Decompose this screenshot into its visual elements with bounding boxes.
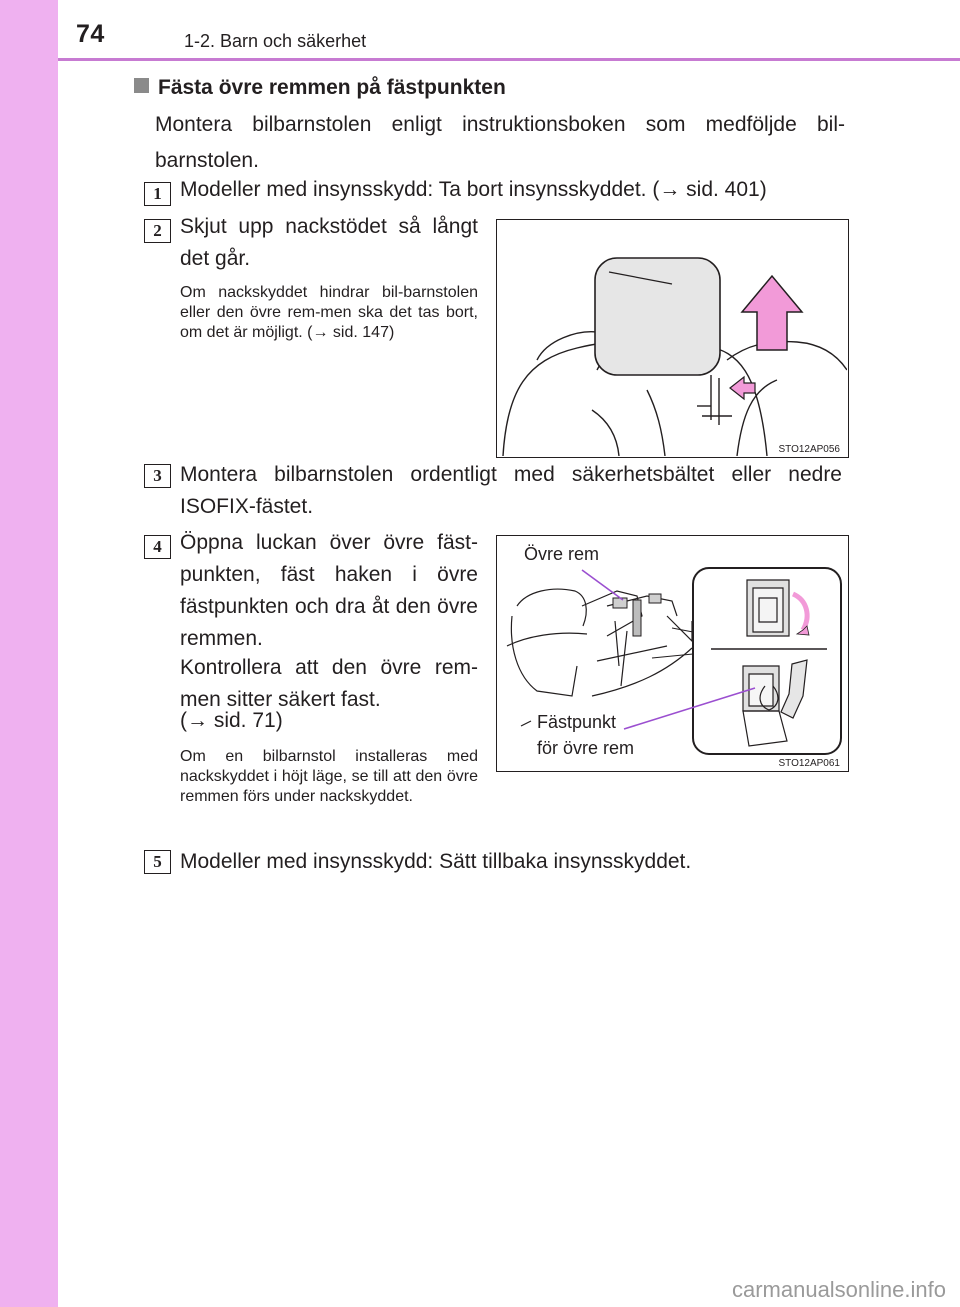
figure-headrest <box>496 219 849 458</box>
label-ovre-rem: Övre rem <box>524 544 600 564</box>
headrest-illustration <box>497 220 847 456</box>
step-number-4: 4 <box>144 535 171 559</box>
section-heading <box>134 76 506 100</box>
step-5-text: Modeller med insynsskydd: Sätt tillbaka insynsskyddet. <box>180 850 692 873</box>
figure-code: STO12AP056 <box>778 444 840 455</box>
label-fastpunkt-1: Fästpunkt <box>537 712 617 732</box>
step-4-text-2: Kontrollera att den övre rem-men sitter säkert fast. <box>180 656 478 711</box>
step-2-note: Om nackskyddet hindrar bil-barnstolen eller den övre rem-men ska det tas bort, om det är möjligt. (→ sid. 147) <box>180 284 478 341</box>
side-band <box>0 0 58 1307</box>
step-number-2: 2 <box>144 219 171 243</box>
running-head: 1-2. Barn och säkerhet <box>184 31 367 51</box>
step-number-1: 1 <box>144 182 171 206</box>
step-4-text: Öppna luckan över övre fäst-punkten, fäst haken i övre fästpunkten och dra åt den övre remmen. <box>180 531 478 650</box>
step-4-ref: (→ sid. 71) <box>180 709 283 732</box>
step-3-text: Montera bilbarnstolen ordentligt med säkerhetsbältet eller nedre ISOFIX-fästet. <box>180 463 842 518</box>
section-heading-text: Fästa övre remmen på fästpunkten <box>158 76 506 99</box>
header-rule <box>58 58 960 61</box>
intro-text: Montera bilbarnstolen enligt instruktionsboken som medföljde bil-barnstolen. <box>155 113 845 172</box>
heading-square-icon <box>134 78 149 93</box>
watermark: carmanualsonline.info <box>731 1277 946 1302</box>
page-number: 74 <box>76 20 105 48</box>
step-number-3: 3 <box>144 464 171 488</box>
label-fastpunkt-2: för övre rem <box>537 738 635 758</box>
step-4-note: Om en bilbarnstol installeras med nackskyddet i höjt läge, se till att den övre remmen förs under nackskyddet. <box>180 748 478 805</box>
step-1-text: Modeller med insynsskydd: Ta bort insynsskyddet. (→ sid. 401) <box>180 178 767 201</box>
figure-code: STO12AP061 <box>778 758 840 769</box>
step-number-5: 5 <box>144 850 171 874</box>
step-2-text: Skjut upp nackstödet så långt det går. <box>180 215 478 270</box>
figure-anchor <box>496 535 849 772</box>
